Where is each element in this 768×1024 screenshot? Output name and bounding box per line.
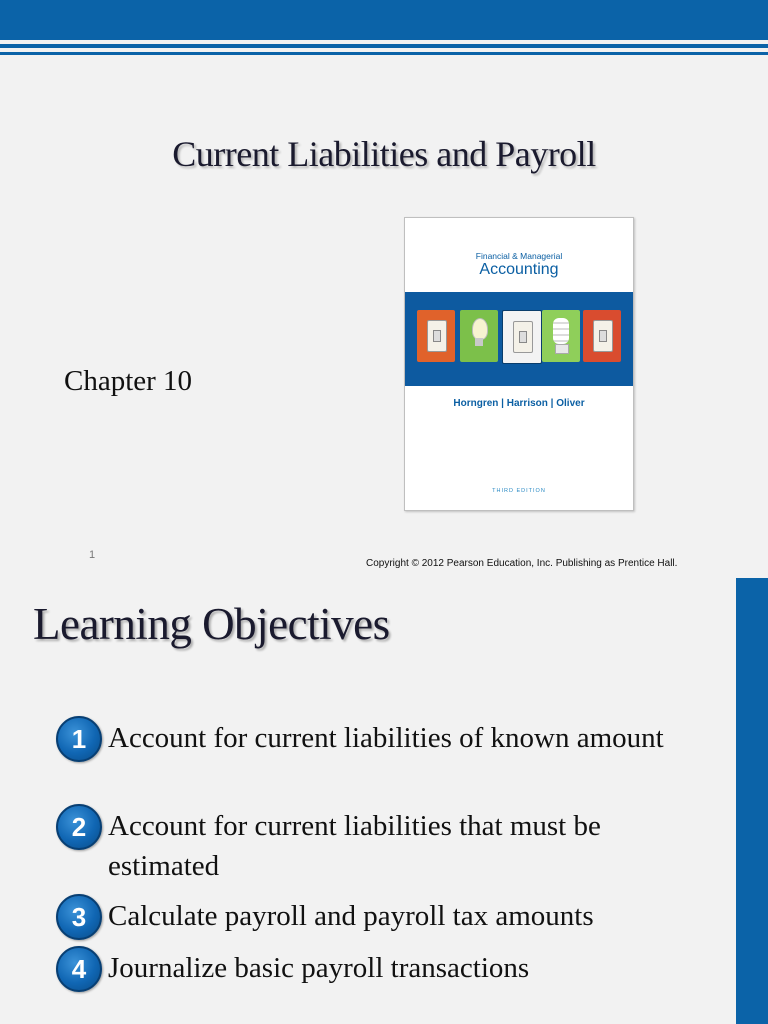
lightbulb-icon — [460, 310, 498, 362]
cfl-bulb-icon — [542, 310, 580, 362]
book-subtitle: Financial & Managerial — [475, 251, 563, 261]
objective-text: Account for current liabilities that must be estimated — [108, 810, 601, 882]
number-badge: 4 — [56, 946, 102, 992]
objectives-slide — [0, 578, 768, 1024]
right-blue-bar — [736, 578, 768, 1024]
book-authors: Horngren | Harrison | Oliver — [453, 398, 585, 409]
book-title: Accounting — [479, 261, 559, 278]
number-badge: 1 — [56, 716, 102, 762]
slide-number: 1 — [89, 549, 96, 561]
book-edition: THIRD EDITION — [492, 488, 546, 494]
objectives-title: Learning Objectives — [33, 599, 390, 649]
number-badge: 2 — [56, 804, 102, 850]
objective-text: Account for current liabilities of known amount — [108, 722, 664, 754]
objective-text: Calculate payroll and payroll tax amounts — [108, 900, 594, 932]
number-badge: 3 — [56, 894, 102, 940]
top-rule-1 — [0, 44, 768, 48]
outlet-switch-icon — [583, 310, 621, 362]
top-rule-2 — [0, 52, 768, 55]
slide-title: Current Liabilities and Payroll — [172, 134, 596, 174]
objective-text: Journalize basic payroll transactions — [108, 952, 530, 984]
book-cover-image — [404, 217, 634, 511]
light-switch-icon — [417, 310, 455, 362]
top-blue-bar — [0, 0, 768, 40]
chapter-label: Chapter 10 — [64, 365, 193, 397]
dimmer-switch-icon — [502, 310, 542, 364]
copyright-notice: Copyright © 2012 Pearson Education, Inc. Publishing as Prentice Hall. — [366, 558, 678, 569]
book-cover-band — [405, 292, 633, 386]
